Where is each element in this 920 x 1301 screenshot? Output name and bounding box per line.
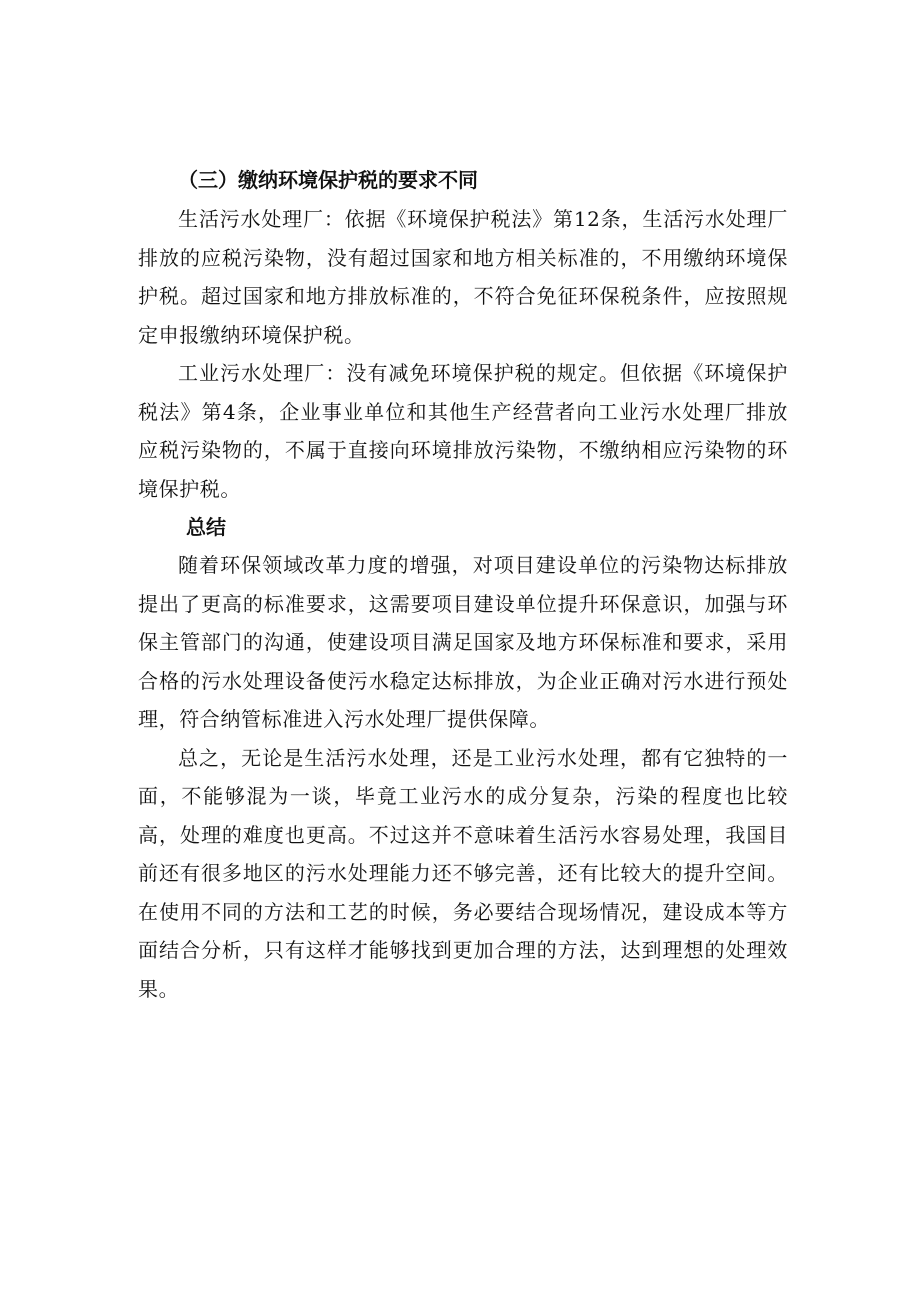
paragraph-summary-1: 随着环保领域改革力度的增强，对项目建设单位的污染物达标排放提出了更高的标准要求，这需要项目建设单位提升环保意识，加强与环保主管部门的沟通，使建设项目满足国家及地方环保标准和要求，采用合格的污水处理设备使污水稳定达标排放，为企业正确对污水进行预处理，符合纳管标准进入污水处理厂提供保障。 <box>138 553 788 731</box>
paragraph-industrial-plant: 工业污水处理厂：没有减免环境保护税的规定。但依据《环境保护税法》第4条，企业事业单位和其他生产经营者向工业污水处理厂排放应税污染物的，不属于直接向环境排放污染物，不缴纳相应污染物的环境保护税。 <box>138 361 788 501</box>
summary-heading: 总结 <box>186 515 226 539</box>
section-heading: （三）缴纳环境保护税的要求不同 <box>178 168 478 192</box>
document-body <box>138 160 788 1008</box>
paragraph-domestic-plant: 生活污水处理厂：依据《环境保护税法》第12条，生活污水处理厂排放的应税污染物，没有超过国家和地方相关标准的，不用缴纳环境保护税。超过国家和地方排放标准的，不符合免征环保税条件，应按照规定申报缴纳环境保护税。 <box>138 207 788 347</box>
paragraph-summary-2: 总之，无论是生活污水处理，还是工业污水处理，都有它独特的一面，不能够混为一谈，毕竟工业污水的成分复杂，污染的程度也比较高，处理的难度也更高。不过这并不意味着生活污水容易处理，我国目前还有很多地区的污水处理能力还不够完善，还有比较大的提升空间。在使用不同的方法和工艺的时候，务必要结合现场情况，建设成本等方面结合分析，只有这样才能够找到更加合理的方法，达到理想的处理效果。 <box>138 745 788 1001</box>
